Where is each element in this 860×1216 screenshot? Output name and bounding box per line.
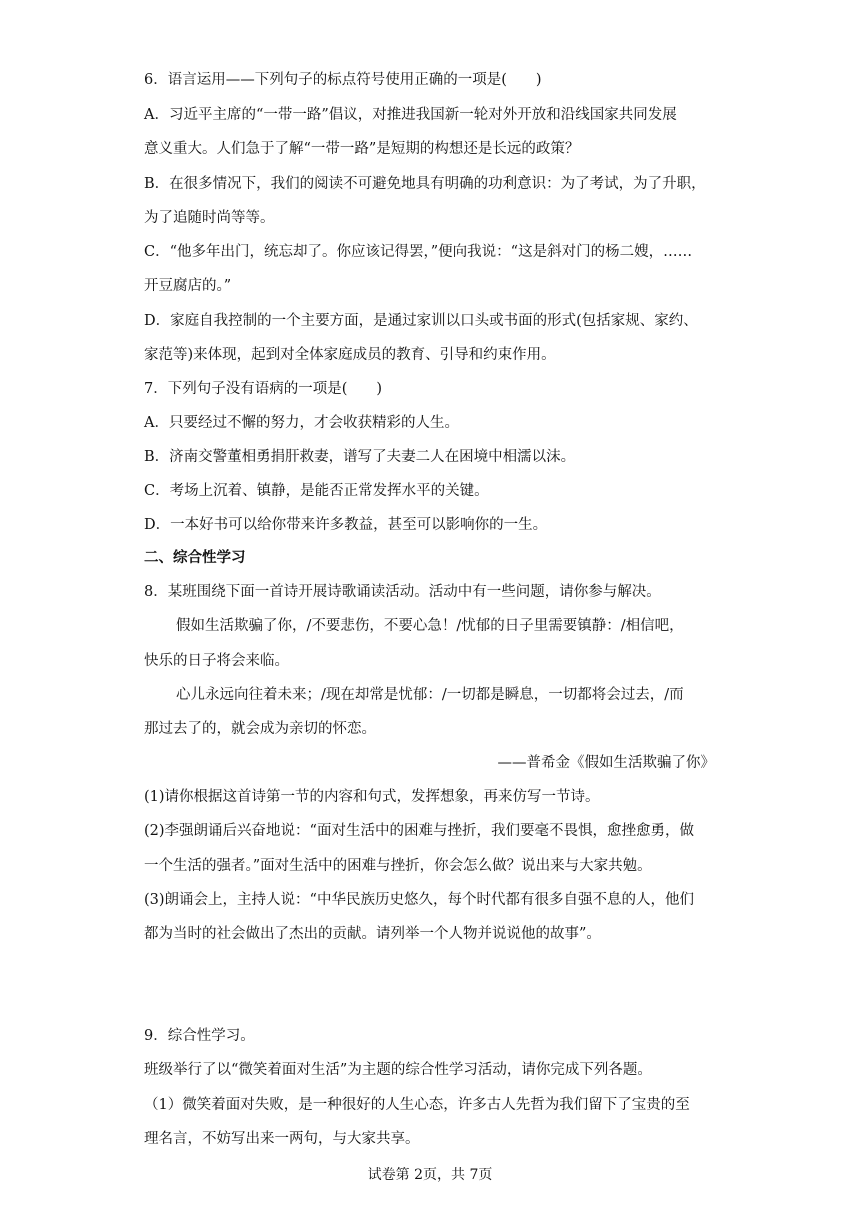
q8-part1: (1)请你根据这首诗第一节的内容和句式，发挥想象，再来仿写一节诗。 (144, 789, 600, 805)
q6-option-b-line2: 为了追随时尚等等。 (144, 210, 275, 226)
q9-part1-line1: （1）微笑着面对失败，是一种很好的人生心态，许多古人先哲为我们留下了宝贵的至 (144, 1097, 690, 1113)
q8-part2-line2: 一个生活的强者。”面对生活中的困难与挫折，你会怎么做？说出来与大家共勉。 (144, 858, 652, 874)
q9-stem: 9．综合性学习。 (144, 1028, 255, 1044)
q7-option-a: A．只要经过不懈的努力，才会收获精彩的人生。 (144, 415, 459, 431)
q8-part3-line1: (3)朗诵会上，主持人说：“中华民族历史悠久，每个时代都有很多自强不息的人，他们 (144, 892, 694, 908)
q8-part3-line2: 都为当时的社会做出了杰出的贡献。请列举一个人物并说说他的故事”。 (144, 926, 601, 942)
q7-stem: 7．下列句子没有语病的一项是( ) (144, 381, 383, 397)
q7-option-c: C．考场上沉着、镇静，是能否正常发挥水平的关键。 (144, 483, 489, 499)
q8-poem-stanza1-line2: 快乐的日子将会来临。 (144, 653, 289, 669)
q8-poem-stanza1-line1: 假如生活欺骗了你，/不要悲伤，不要心急！/忧郁的日子里需要镇静：/相信吧， (176, 618, 684, 634)
q6-option-b-line1: B．在很多情况下，我们的阅读不可避免地具有明确的功利意识：为了考试，为了升职， (144, 176, 706, 192)
q8-poem-stanza2-line1: 心儿永远向往着未来；/现在却常是忧郁：/一切都是瞬息，一切都将会过去，/而 (176, 687, 684, 703)
q6-option-d-line2: 家范等)来体现，起到对全体家庭成员的教育、引导和约束作用。 (144, 347, 556, 363)
q9-part1-line2: 理名言，不妨写出来一两句，与大家共享。 (144, 1131, 420, 1147)
q7-option-d: D．一本好书可以给你带来许多教益，甚至可以影响你的一生。 (144, 517, 548, 533)
q6-option-c-line1: C．“他多年出门，统忘却了。你应该记得罢，”便向我说：“这是斜对门的杨二嫂，…… (144, 244, 693, 260)
q8-poem-stanza2-line2: 那过去了的，就会成为亲切的怀恋。 (144, 721, 376, 737)
q6-option-c-line2: 开豆腐店的。” (144, 278, 232, 294)
q7-option-b: B．济南交警董相勇捐肝救妻，谱写了夫妻二人在困境中相濡以沫。 (144, 449, 576, 465)
q9-intro: 班级举行了以“微笑着面对生活”为主题的综合性学习活动，请你完成下列各题。 (144, 1062, 652, 1078)
q6-stem: 6．语言运用——下列句子的标点符号使用正确的一项是( ) (144, 72, 542, 88)
q8-poem-source: ——普希金《假如生活欺骗了你》 (497, 755, 715, 771)
q6-option-d-line1: D．家庭自我控制的一个主要方面，是通过家训以口头或书面的形式(包括家规、家约、 (144, 313, 698, 329)
page-number-footer: 试卷第 2页，共 7页 (367, 1167, 493, 1183)
q6-option-a-line2: 意义重大。人们急于了解“一带一路”是短期的构想还是长远的政策？ (144, 141, 580, 157)
q8-stem: 8．某班围绕下面一首诗开展诗歌诵读活动。活动中有一些问题，请你参与解决。 (144, 584, 661, 600)
section-heading: 二、综合性学习 (144, 550, 246, 566)
q6-option-a-line1: A．习近平主席的“一带一路”倡议，对推进我国新一轮对外开放和沿线国家共同发展 (144, 107, 677, 123)
q8-part2-line1: (2)李强朗诵后兴奋地说：“面对生活中的困难与挫折，我们要毫不畏惧，愈挫愈勇，做 (144, 823, 694, 839)
